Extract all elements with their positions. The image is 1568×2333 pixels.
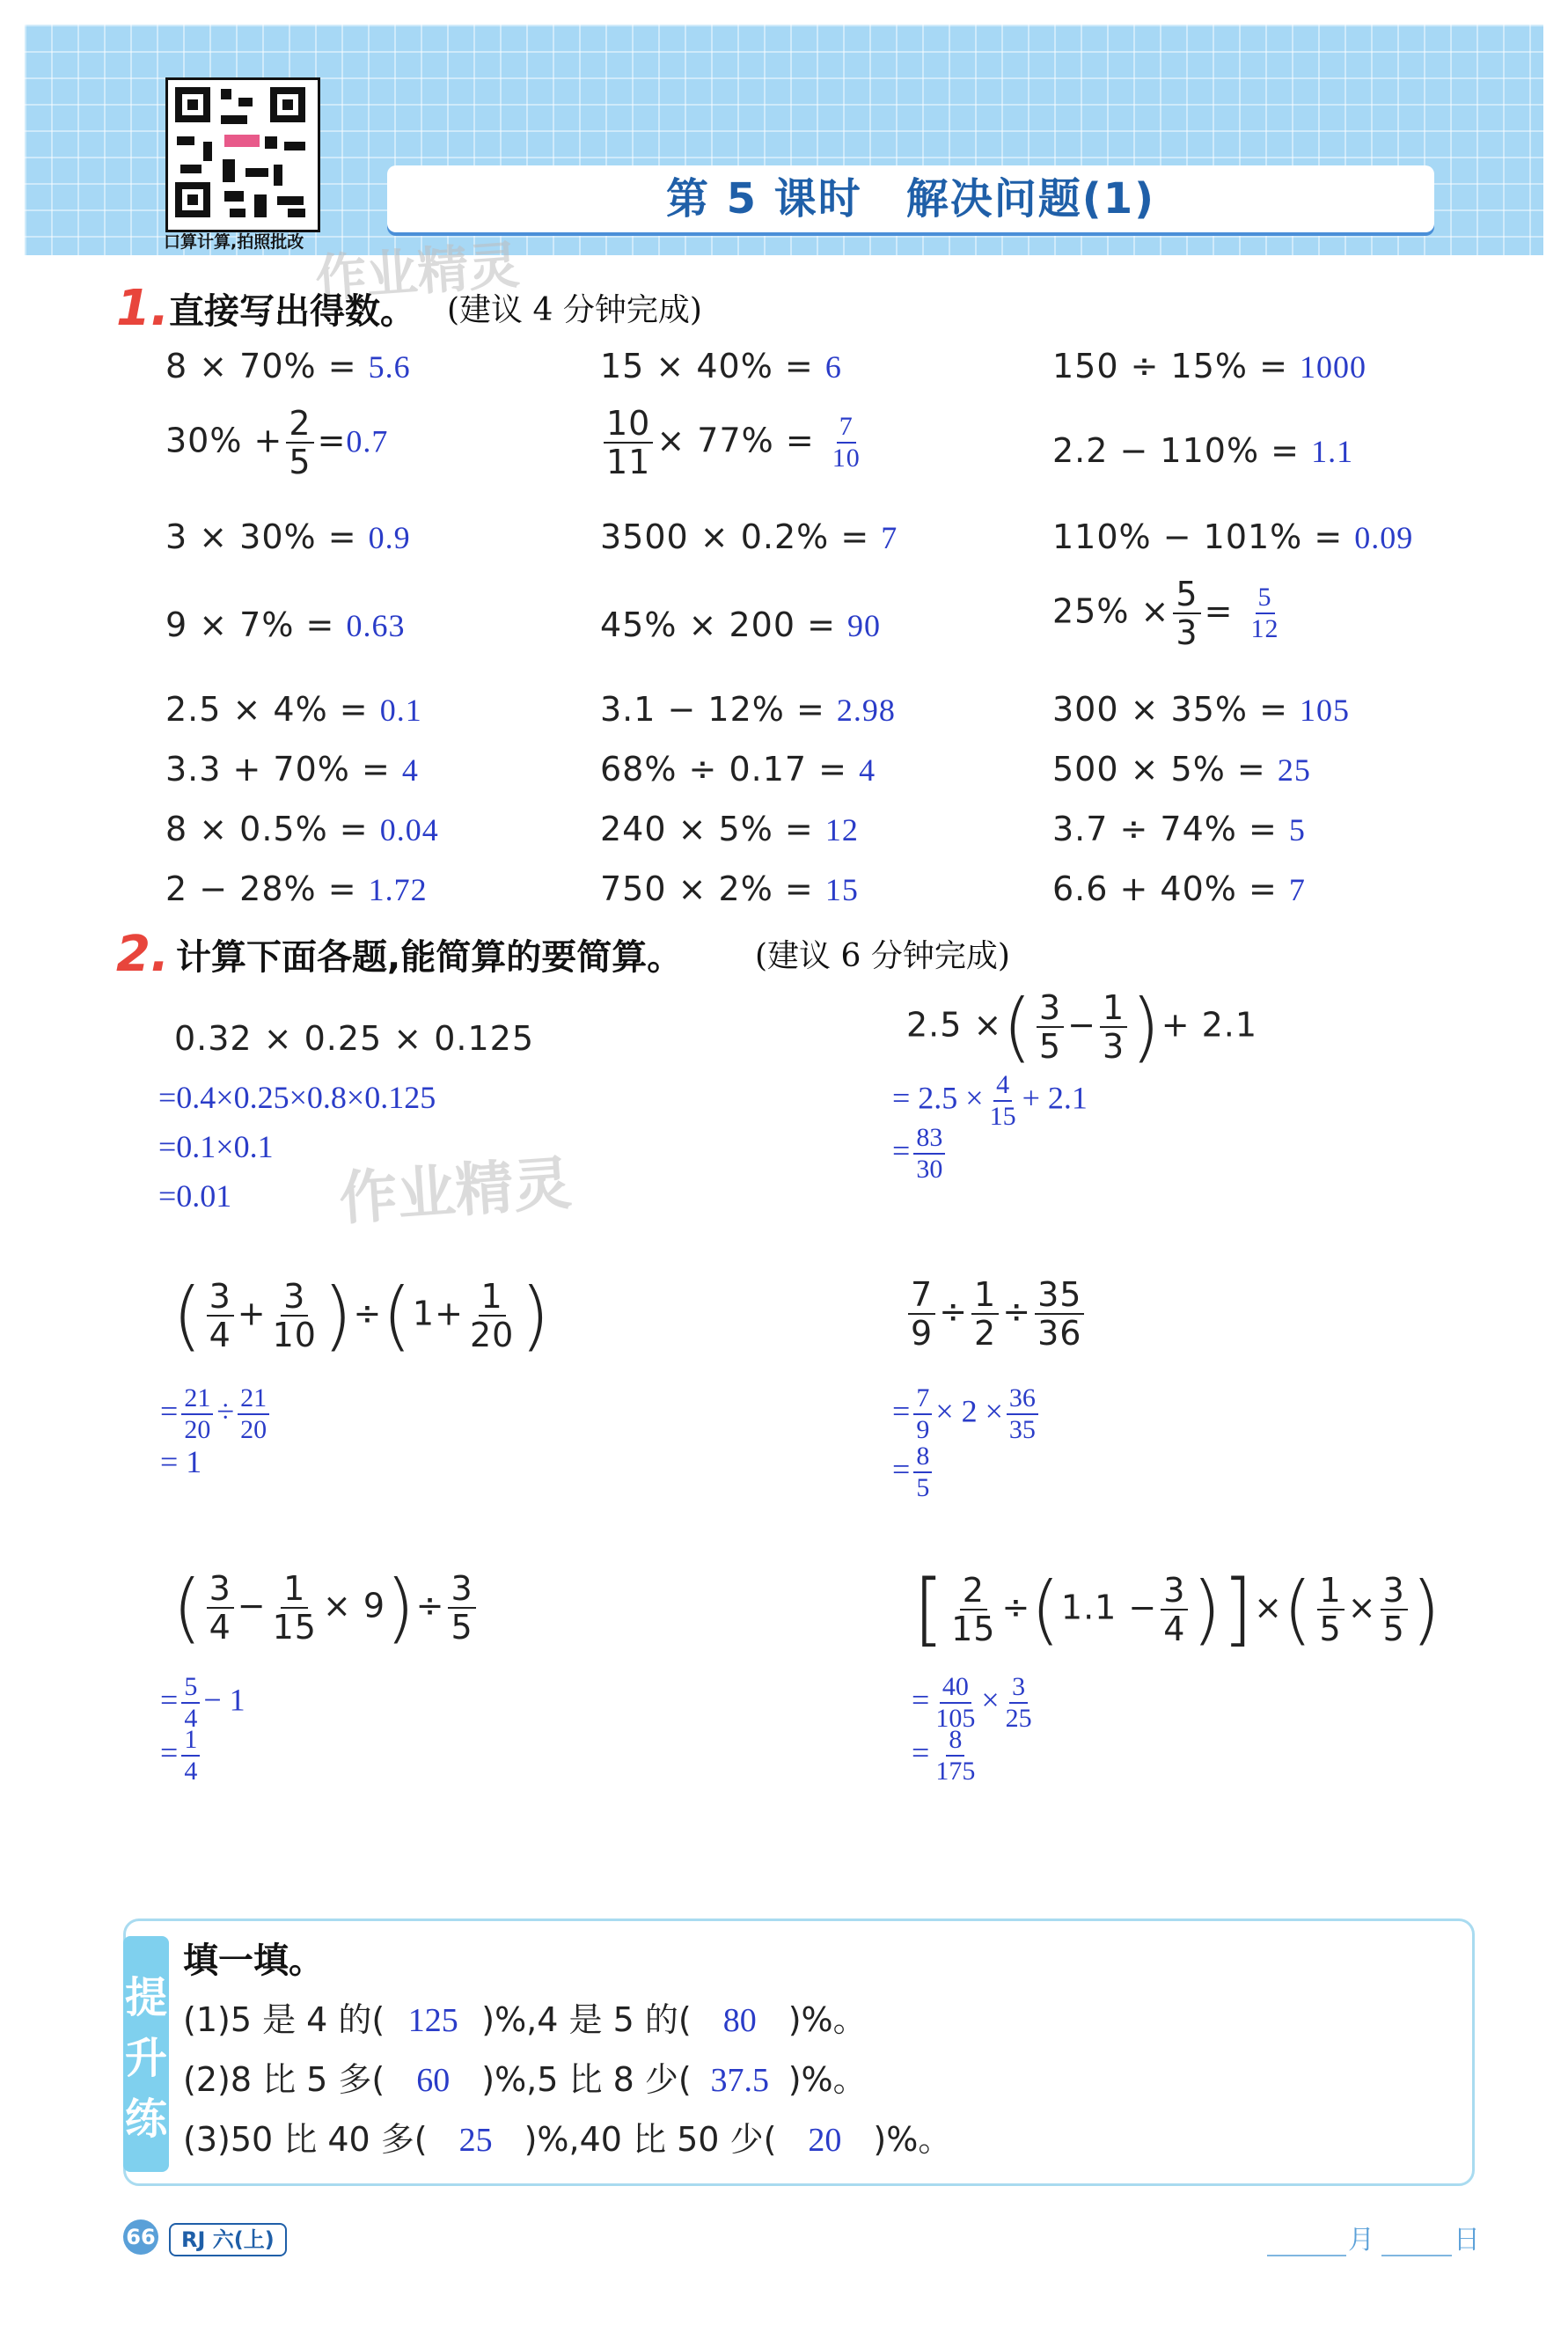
answer-blank[interactable]: 60 [416, 2062, 451, 2099]
answer: 90 [847, 608, 882, 643]
answer-fraction: $\frac{5}{12}$ [1250, 583, 1279, 643]
calc-problem: 0.32 × 0.25 × 0.125 [174, 1019, 535, 1058]
answer-blank[interactable]: 25 [458, 2122, 493, 2159]
problem: 2.2 − 110% = 1.1 [1052, 431, 1354, 470]
solution-step: = $\frac{40}{105}$ × $\frac{3}{25}$ [912, 1672, 1032, 1733]
calc-problem: 2.5 ×( $\frac{3}{5}$ − $\frac{1}{3}$ )+ 2.1 [906, 983, 1258, 1071]
fill-line: (1)5 是 4 的( 125 )%,4 是 5 的( 80 )%。 [183, 2000, 867, 2039]
solution-step: = $\frac{5}{4}$ − 1 [160, 1672, 245, 1733]
fraction: $\frac{2}{5}$ [286, 407, 313, 479]
answer: 12 [824, 812, 859, 847]
answer: 0.09 [1354, 520, 1414, 555]
problem: 8 × 0.5% = 0.04 [165, 810, 439, 848]
fraction: $\frac{10}{11}$ [604, 407, 653, 479]
problem: 68% ÷ 0.17 = 4 [600, 750, 876, 789]
answer: 4 [859, 752, 876, 788]
problem: 45% × 200 = 90 [600, 605, 882, 644]
answer: 1.72 [368, 872, 428, 907]
problem: 150 ÷ 15% = 1000 [1052, 347, 1367, 385]
answer: 2.98 [836, 693, 896, 728]
answer-fraction: $\frac{7}{10}$ [832, 412, 861, 473]
answer: 5 [1288, 812, 1306, 847]
section-hint: (建议 4 分钟完成) [447, 292, 702, 328]
answer: 1.1 [1311, 434, 1354, 469]
solution-step: = 1 [160, 1444, 202, 1479]
answer: 1000 [1300, 349, 1367, 385]
answer: 25 [1277, 752, 1311, 788]
month-blank[interactable] [1267, 2219, 1346, 2256]
calc-problem: [ $\frac{2}{15}$ ÷(1.1 − $\frac{3}{4}$ )]×( $\frac{1}{5}$ × $\frac{3}{5}$ ) [913, 1563, 1442, 1655]
problem: 8 × 70% = 5.6 [165, 347, 411, 385]
answer-blank[interactable]: 80 [722, 2002, 757, 2039]
problem: 6.6 + 40% = 7 [1052, 869, 1306, 908]
answer-blank[interactable]: 125 [407, 2002, 458, 2039]
problem: 500 × 5% = 25 [1052, 750, 1311, 789]
watermark: 作业精灵 [337, 1148, 574, 1234]
answer-blank[interactable]: 37.5 [710, 2062, 769, 2099]
solution-step: = $\frac{1}{4}$ [160, 1727, 203, 1785]
answer: 105 [1300, 693, 1351, 728]
answer: 0.1 [379, 693, 422, 728]
practice-title: 填一填。 [183, 1940, 324, 1981]
problem: 3500 × 0.2% = 7 [600, 517, 898, 556]
watermark: 作业精灵 [313, 234, 522, 309]
problem: 110% − 101% = 0.09 [1052, 517, 1414, 556]
answer: 7 [881, 520, 898, 555]
answer: 4 [401, 752, 419, 788]
problem: 15 × 40% = 6 [600, 347, 842, 385]
answer: 0.63 [346, 608, 406, 643]
answer: 0.04 [379, 812, 439, 847]
title-bar [387, 165, 1434, 232]
fraction: $\frac{5}{3}$ [1173, 577, 1200, 649]
section-number: 1. [116, 280, 170, 337]
problem: $\frac{10}{11}$ × 77% = $\frac{7}{10}$ [600, 407, 867, 479]
section-title: 计算下面各题,能简算的要简算。 [176, 937, 683, 978]
fill-line: (3)50 比 40 多( 25 )%,40 比 50 少( 20 )%。 [183, 2120, 952, 2159]
solution-step: = 2.5 × $\frac{4}{15}$ + 2.1 [892, 1070, 1088, 1131]
qr-code-icon[interactable] [165, 77, 320, 232]
problem: 300 × 35% = 105 [1052, 690, 1351, 729]
solution-step: = $\frac{21}{20}$ ÷ $\frac{21}{20}$ [160, 1385, 273, 1443]
page-title: 第 5 课时 解决问题(1) [665, 174, 1156, 224]
calc-problem: $\frac{7}{9}$ ÷ $\frac{1}{2}$ ÷ $\frac{35}{36}$ [905, 1278, 1088, 1350]
solution-step: =0.01 [158, 1178, 232, 1214]
problem: 3.7 ÷ 74% = 5 [1052, 810, 1306, 848]
calc-problem: ( $\frac{3}{4}$ − $\frac{1}{15}$ × 9)÷ $\frac{3}{5}$ [172, 1570, 480, 1646]
problem: 3.3 + 70% = 4 [165, 750, 419, 789]
problem: 30% + $\frac{2}{5}$ =0.7 [165, 404, 389, 481]
section-number: 2. [116, 926, 170, 983]
problem: 3 × 30% = 0.9 [165, 517, 411, 556]
solution-step: = $\frac{83}{30}$ [892, 1125, 949, 1183]
solution-step: = $\frac{8}{175}$ [912, 1725, 976, 1786]
practice-side-label: 提 升 练 [123, 1936, 169, 2172]
solution-step: =0.1×0.1 [158, 1129, 274, 1164]
answer: 0.9 [368, 520, 411, 555]
calc-problem: ( $\frac{3}{4}$ + $\frac{3}{10}$ )÷(1+ $\frac{1}{20}$ ) [172, 1272, 551, 1360]
day-label: 日 [1454, 2225, 1480, 2256]
solution-step: = $\frac{7}{9}$ × 2 × $\frac{36}{35}$ [892, 1385, 1042, 1443]
fill-line: (2)8 比 5 多( 60 )%,5 比 8 少( 37.5 )%。 [183, 2060, 867, 2099]
problem: 3.1 − 12% = 2.98 [600, 690, 896, 729]
answer: 15 [824, 872, 859, 907]
problem: 750 × 2% = 15 [600, 869, 859, 908]
problem: 2.5 × 4% = 0.1 [165, 690, 422, 729]
problem: 2 − 28% = 1.72 [165, 869, 428, 908]
month-label: 月 [1348, 2225, 1374, 2256]
day-blank[interactable] [1381, 2219, 1452, 2256]
qr-caption: 口算计算,拍照批改 [164, 232, 304, 252]
answer: 5.6 [368, 349, 411, 385]
grade-badge: RJ 六(上) [169, 2223, 287, 2256]
answer: 6 [824, 349, 842, 385]
answer: 0.7 [346, 423, 389, 459]
answer: 7 [1288, 872, 1306, 907]
answer-blank[interactable]: 20 [808, 2122, 842, 2159]
section-hint: (建议 6 分钟完成) [755, 938, 1010, 974]
solution-step: =0.4×0.25×0.8×0.125 [158, 1080, 436, 1115]
solution-step: = $\frac{8}{5}$ [892, 1443, 935, 1501]
page-number: 66 [123, 2219, 158, 2255]
problem: 240 × 5% = 12 [600, 810, 859, 848]
problem: 9 × 7% = 0.63 [165, 605, 406, 644]
section-title: 直接写出得数。 [169, 291, 415, 332]
problem: 25% × $\frac{5}{3}$ = $\frac{5}{12}$ [1052, 577, 1286, 649]
